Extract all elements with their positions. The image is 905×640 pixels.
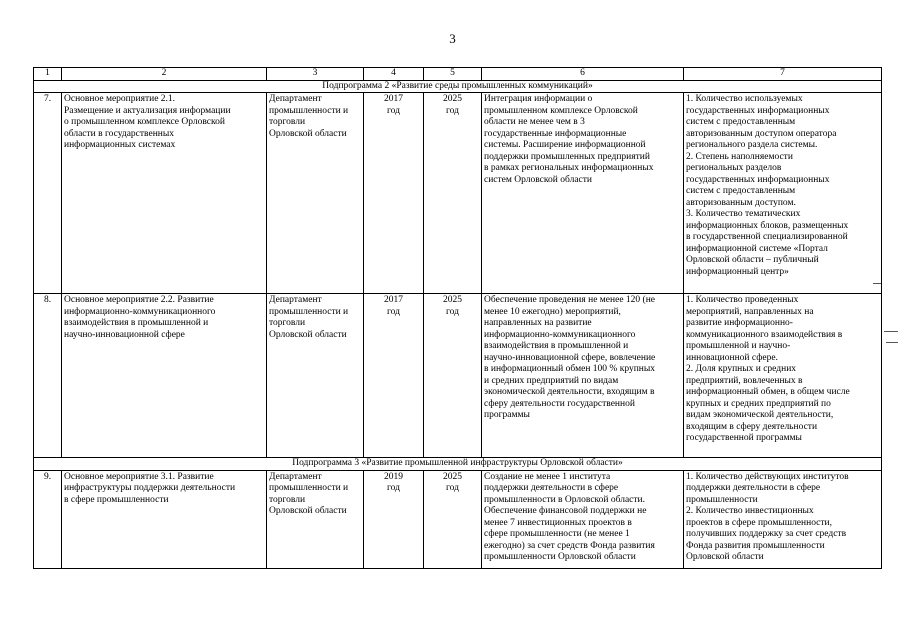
cell-text-line: научно-инновационной сфере [64,329,185,340]
cell-text-line: поддержки деятельности в сфере [484,483,619,493]
cell-text-line: области не менее чем в 3 [484,117,585,127]
cell-text-line: промышленности в Орловской области. [484,494,646,505]
cell-text-line: Создание не менее 1 института [484,471,611,482]
table-row [34,93,882,294]
event-cell [62,470,267,568]
scan-mark [873,283,881,284]
cell-text-line: Основное мероприятие 3.1. Развитие [64,471,214,482]
cell-text-line: авторизованным доступом оператора [686,128,837,139]
cell-text-line: системы. Расширение информационной [484,140,646,150]
cell-text-line: 2025 [443,295,462,305]
cell-text-line: промышленности [686,494,758,505]
cell-text-line: Основное мероприятие 2.1. [64,94,176,104]
cell-text-line: 1. Количество проведенных [686,295,799,305]
result-cell [482,93,684,294]
cell-text-line: менее 10 ежегодно) мероприятий, [484,306,621,317]
cell-text-line: поддержки промышленных предприятий [484,151,650,162]
cell-text-line: Размещение и актуализация информации [64,105,231,116]
end-year-cell [424,93,482,294]
row-number: 8. [34,294,62,458]
section-title: Подпрограмма 3 «Развитие промышленной инфраструктуры Орловской области» [34,458,882,471]
cell-text-line: промышленности и [269,105,349,116]
cell-text-line: и средних предприятий по видам [484,375,619,386]
cell-text-line: год [446,306,459,317]
indicators-cell [684,294,882,458]
cell-text-line: поддержки деятельности в сфере [686,483,821,493]
cell-text-line: регионального раздела системы. [686,140,818,150]
cell-text-line: год [387,306,400,317]
cell-text-line: сферу деятельности государственной [484,398,635,409]
cell-text-line: систем Орловской области [484,174,592,185]
cell-text-line: взаимодействия в промышленной и [484,341,629,351]
end-year-cell [424,294,482,458]
cell-text-line: программы [484,410,530,420]
cell-text-line: экономической деятельности, входящим в [484,387,655,397]
section-title: Подпрограмма 2 «Развитие среды промышленных коммуникаций» [34,80,882,93]
col-header-4: 4 [364,68,424,81]
cell-text-line: Орловской области – публичный [686,255,819,265]
cell-text-line: промышленности Орловской области [484,552,636,562]
cell-text-line: проектов в сфере промышленности, [686,517,833,528]
cell-text-line: в информационный обмен 100 % крупных [484,364,656,374]
cell-text-line: Основное мероприятие 2.2. Развитие [64,295,214,305]
cell-text-line: в государственной специализированной [686,232,848,242]
result-cell [482,294,684,458]
department-cell [267,470,364,568]
cell-text-line: промышленности и [269,306,349,317]
cell-text-line: торговли [269,117,306,127]
department-cell [267,294,364,458]
cell-text-line: год [446,483,459,493]
cell-text-line: научно-инновационной сфере, вовлечение [484,352,656,363]
cell-text-line: 2025 [443,94,462,104]
cell-text-line: промышленном комплексе Орловской [484,105,638,116]
cell-text-line: коммуникационного взаимодействия в [686,329,843,340]
col-header-3: 3 [267,68,364,81]
cell-text-line: о промышленном комплексе Орловской [64,117,225,127]
cell-text-line: крупных и средних предприятий по [686,398,831,409]
cell-text-line: Обеспечение финансовой поддержки не [484,506,647,516]
cell-text-line: 2017 [384,94,403,104]
col-header-2: 2 [62,68,267,81]
cell-text-line: торговли [269,318,306,328]
department-cell [267,93,364,294]
cell-text-line: 2. Количество инвестиционных [686,506,814,516]
scan-mark [886,342,898,343]
cell-text-line: региональных разделов [686,163,782,173]
table-row [34,294,882,458]
cell-text-line: систем с предоставленным [686,186,796,196]
scan-mark [884,331,898,332]
col-header-5: 5 [424,68,482,81]
column-number-row [34,68,882,81]
start-year-cell [364,294,424,458]
cell-text-line: год [446,105,459,116]
cell-text-line: Интеграция информации о [484,94,593,104]
cell-text-line: государственные информационные [484,128,627,139]
cell-text-line: информационный обмен, в общем числе [686,387,850,397]
table-row [34,470,882,568]
section-row-subprogram-2 [34,80,882,93]
cell-text-line: в рамках региональных информационных [484,163,654,173]
indicators-cell [684,93,882,294]
cell-text-line: взаимодействия в промышленной и [64,318,209,328]
cell-text-line: информационных системах [64,140,176,150]
cell-text-line: год [387,483,400,493]
event-cell [62,294,267,458]
cell-text-line: получивших поддержку за счет средств [686,529,847,539]
cell-text-line: Департамент [269,94,322,104]
cell-text-line: 1. Количество действующих институтов [686,471,849,482]
cell-text-line: торговли [269,494,306,505]
cell-text-line: менее 7 инвестиционных проектов в [484,517,632,528]
cell-text-line: 1. Количество используемых [686,94,803,104]
col-header-6: 6 [482,68,684,81]
cell-text-line: Фонда развития промышленности [686,540,825,551]
cell-text-line: информационной системе «Портал [686,243,828,254]
cell-text-line: Орловской области [686,552,764,562]
cell-text-line: информационно-коммуникационного [64,306,216,317]
indicators-cell [684,470,882,568]
cell-text-line: входящим в сферу деятельности [686,421,818,432]
cell-text-line: Обеспечение проведения не менее 120 (не [484,295,656,305]
cell-text-line: 2. Степень наполняемости [686,151,793,162]
cell-text-line: Орловской области [269,329,347,340]
cell-text-line: государственных информационных [686,174,830,185]
cell-text-line: Департамент [269,471,322,482]
program-table [33,67,882,569]
cell-text-line: промышленной и научно- [686,341,791,351]
cell-text-line: развитие информационно- [686,318,793,328]
cell-text-line: мероприятий, направленных на [686,306,814,317]
cell-text-line: инфраструктуры поддержки деятельности [64,483,236,493]
cell-text-line: в сфере промышленности [64,494,169,505]
cell-text-line: государственной программы [686,433,802,443]
cell-text-line: 2017 [384,295,403,305]
cell-text-line: информационных блоков, размещенных [686,220,849,231]
cell-text-line: систем с предоставленным [686,117,796,127]
cell-text-line: авторизованным доступом. [686,197,796,208]
cell-text-line: год [387,105,400,116]
cell-text-line: информационно-коммуникационного [484,329,636,340]
cell-text-line: государственных информационных [686,105,830,116]
page-number: 3 [449,31,456,46]
start-year-cell [364,93,424,294]
row-number: 9. [34,470,62,568]
end-year-cell [424,470,482,568]
section-row-subprogram-3 [34,458,882,471]
col-header-7: 7 [684,68,882,81]
cell-text-line: 2. Доля крупных и средних [686,364,797,374]
cell-text-line: промышленности и [269,483,349,493]
result-cell [482,470,684,568]
cell-text-line: направленных на развитие [484,318,592,328]
cell-text-line: области в государственных [64,128,174,139]
cell-text-line: Департамент [269,295,322,305]
cell-text-line: Орловской области [269,506,347,516]
cell-text-line: инновационной сфере. [686,352,778,363]
cell-text-line: ежегодно) за счет средств Фонда развития [484,540,655,551]
cell-text-line: сфере промышленности (не менее 1 [484,529,630,539]
col-header-1: 1 [34,68,62,81]
cell-text-line: 3. Количество тематических [686,209,801,219]
event-cell [62,93,267,294]
cell-text-line: 2025 [443,471,462,482]
cell-text-line: предприятий, вовлеченных в [686,375,803,386]
cell-text-line: информационный центр» [686,266,789,277]
cell-text-line: 2019 [384,471,403,482]
cell-text-line: видам экономической деятельности, [686,410,834,420]
start-year-cell [364,470,424,568]
cell-text-line: Орловской области [269,128,347,139]
row-number: 7. [34,93,62,294]
